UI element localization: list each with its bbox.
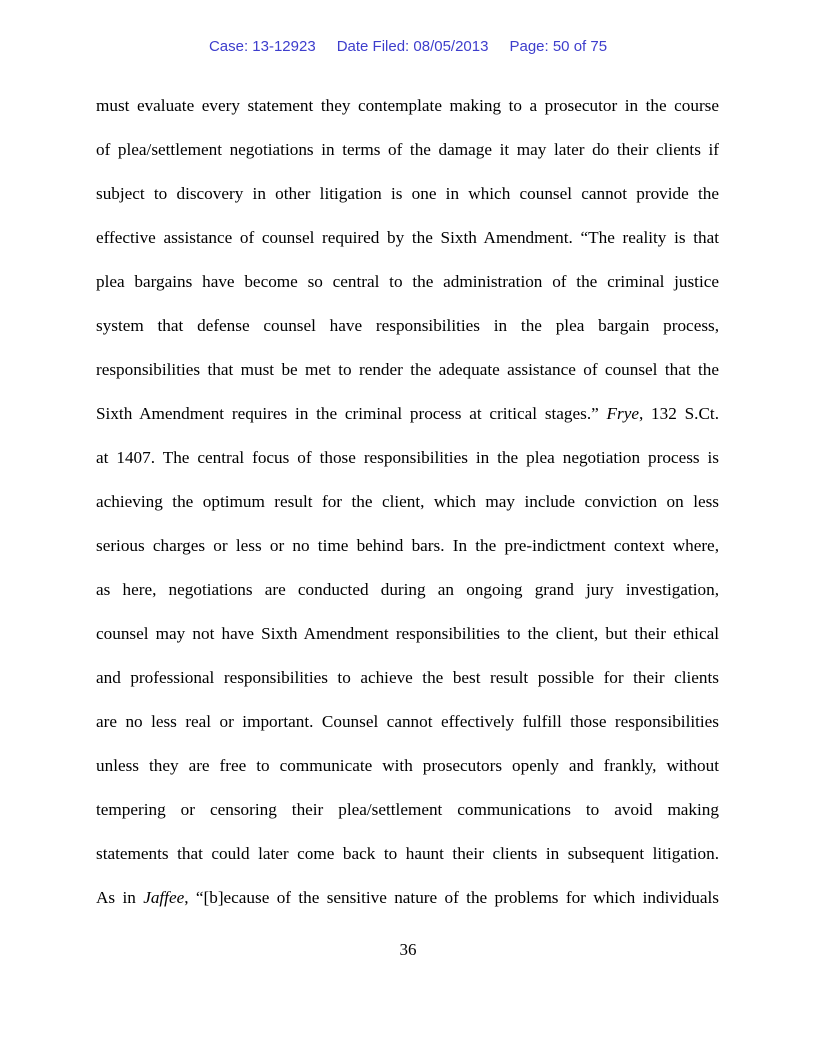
- case-citation-jaffee: Jaffee: [143, 888, 185, 907]
- case-number: Case: 13-12923: [208, 38, 316, 55]
- text-line: at 1407. The central focus of those responsibilities in the plea negotiation process is: [96, 448, 719, 467]
- page-number: 36: [399, 940, 417, 959]
- text-line: and professional responsibilities to achieve the best result possible for their clients: [96, 668, 719, 687]
- text-line: effective assistance of counsel required by the Sixth Amendment. “The reality is that: [96, 228, 719, 247]
- text-line: Sixth Amendment requires in the criminal process at critical stages.” Frye, 132 S.Ct.: [96, 404, 719, 423]
- text-line: plea bargains have become so central to the administration of the criminal justice: [96, 272, 719, 291]
- case-header: [0, 38, 816, 55]
- text-line: achieving the optimum result for the client, which may include conviction on less: [96, 492, 719, 511]
- text-line: serious charges or less or no time behind bars. In the pre-indictment context where,: [96, 536, 719, 555]
- text-line: as here, negotiations are conducted during an ongoing grand jury investigation,: [96, 580, 719, 599]
- text-line: tempering or censoring their plea/settlement communications to avoid making: [96, 800, 719, 819]
- text-line: unless they are free to communicate with prosecutors openly and frankly, without: [96, 756, 719, 775]
- text-line: are no less real or important. Counsel cannot effectively fulfill those responsibilities: [96, 712, 719, 731]
- text-line: must evaluate every statement they contemplate making to a prosecutor in the course: [96, 96, 719, 115]
- text-line: responsibilities that must be met to render the adequate assistance of counsel that the: [96, 360, 719, 379]
- text-line: subject to discovery in other litigation is one in which counsel cannot provide the: [96, 184, 719, 203]
- body-text: [96, 95, 719, 931]
- case-citation-frye: Frye: [606, 404, 639, 423]
- text-line: of plea/settlement negotiations in terms of the damage it may later do their clients if: [96, 140, 719, 159]
- text-line: counsel may not have Sixth Amendment responsibilities to the client, but their ethical: [96, 624, 719, 643]
- text-line: As in Jaffee, “[b]ecause of the sensitive nature of the problems for which individuals: [96, 888, 719, 907]
- date-filed: Date Filed: 08/05/2013: [336, 38, 489, 55]
- text-line: system that defense counsel have responsibilities in the plea bargain process,: [96, 316, 719, 335]
- text-line: statements that could later come back to haunt their clients in subsequent litigation.: [96, 844, 719, 863]
- page-count: Page: 50 of 75: [509, 38, 608, 55]
